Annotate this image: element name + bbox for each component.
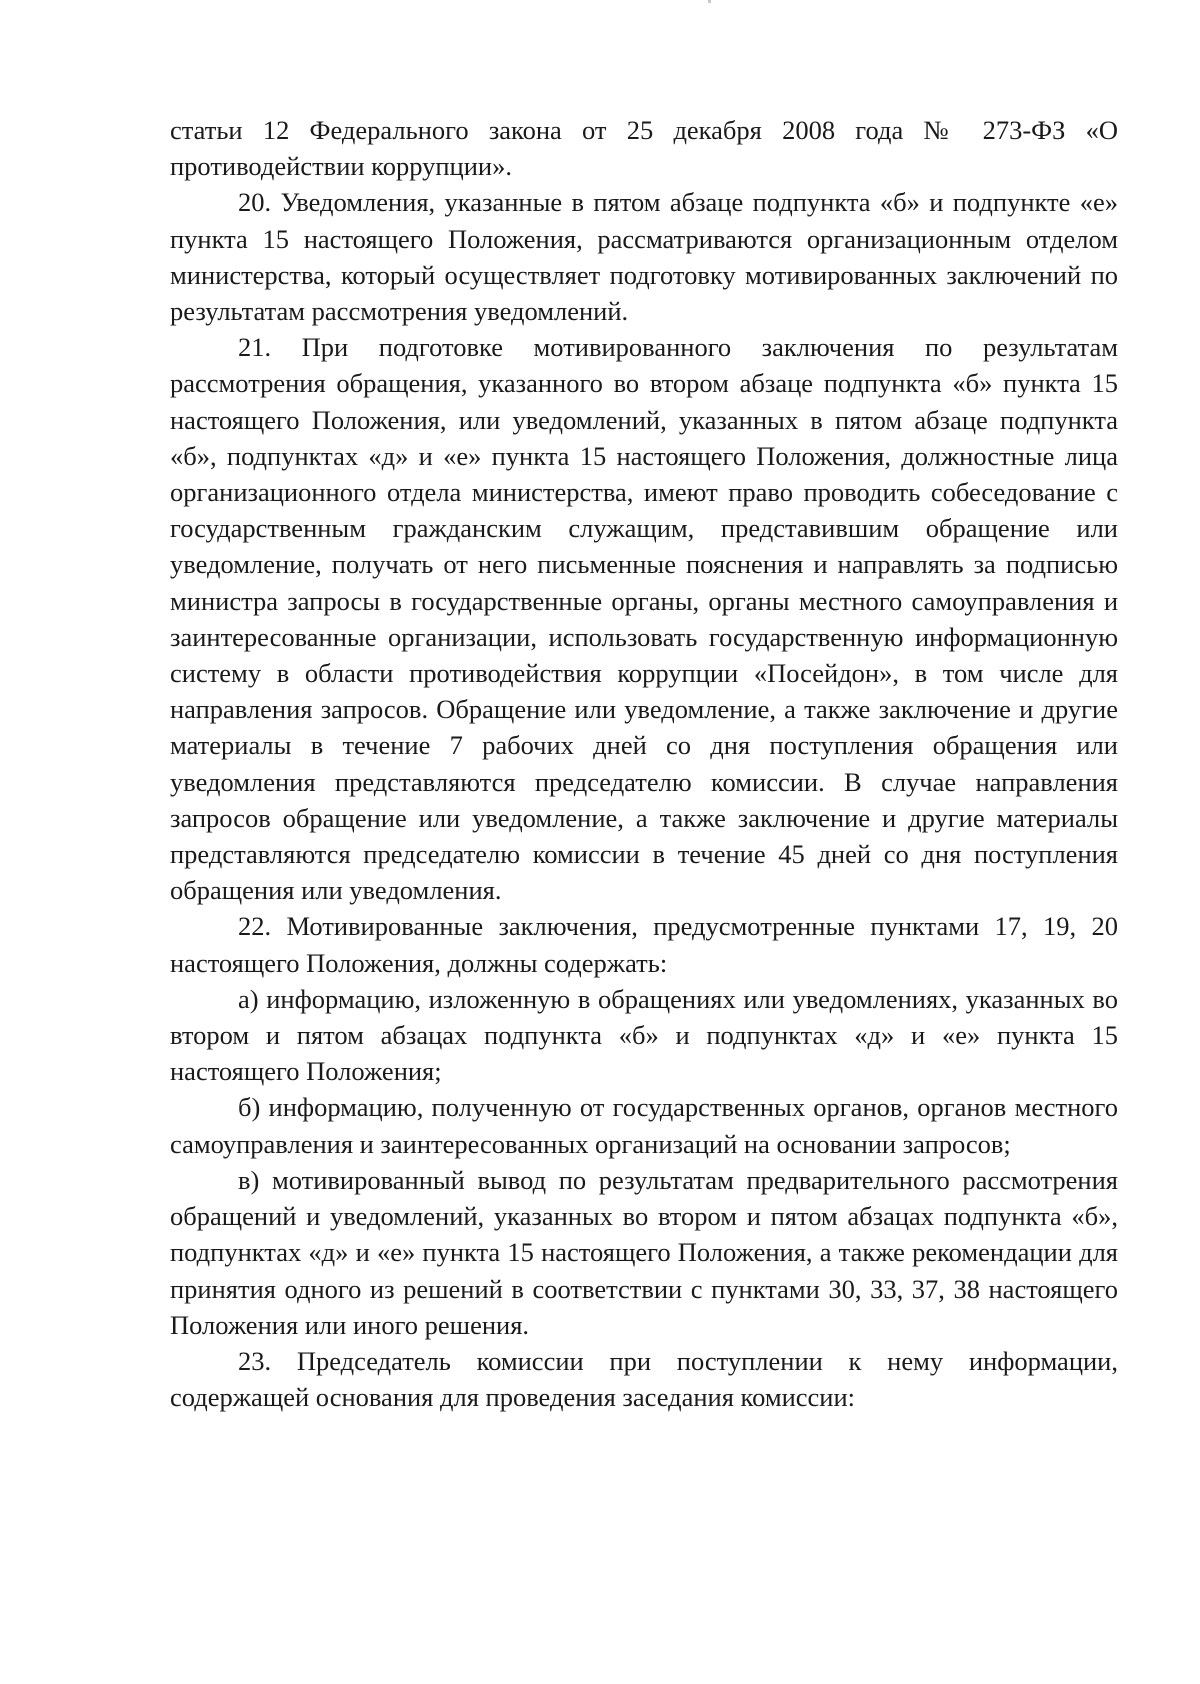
paragraph-21: 21. При подготовке мотивированного заключения по результатам рассмотрения обращения, указанного во втором абзаце подпункта «б» пункта 15 настоящего Положения, или уведомлений, указанных в пятом абзаце подпункта «б», подпунктах «д» и «е» пункта 15 настоящего Положения, должностные лица организационного отдела министерства, имеют право проводить собеседование с государственным гражданским служащим, представившим обращение или уведомление, получать от него письменные пояснения и направлять за подписью министра запросы в государственные органы, органы местного самоуправления и заинтересованные организации, использовать государственную информационную систему в области противодействия коррупции «Посейдон», в том числе для направления запросов. Обращение или уведомление, а также заключение и другие материалы в течение 7 рабочих дней со дня поступления обращения или уведомления представляются председателю комиссии. В случае направления запросов обращение или уведомление, а также заключение и другие материалы представляются председателю комиссии в течение 45 дней со дня поступления обращения или уведомления. (170, 332, 1118, 906)
paragraph-continuation: статьи 12 Федерального закона от 25 декабря 2008 года № 273-ФЗ «О противодействии коррупции». (170, 115, 1118, 182)
document-body (170, 112, 1118, 1415)
scan-mark (708, 0, 711, 3)
paragraph-22-b: б) информацию, полученную от государственных органов, органов местного самоуправления и заинтересованных организаций на основании запросов; (170, 1092, 1118, 1159)
paragraph-22-a: а) информацию, изложенную в обращениях или уведомлениях, указанных во втором и пятом абзацах подпункта «б» и подпунктах «д» и «е» пункта 15 настоящего Положения; (170, 983, 1118, 1087)
paragraph-20: 20. Уведомления, указанные в пятом абзаце подпункта «б» и подпункте «е» пункта 15 настоящего Положения, рассматриваются организационным отделом министерства, который осуществляет подготовку мотивированных заключений по результатам рассмотрения уведомлений. (170, 187, 1118, 327)
paragraph-22-v: в) мотивированный вывод по результатам предварительного рассмотрения обращений и уведомлений, указанных во втором и пятом абзацах подпункта «б», подпунктах «д» и «е» пункта 15 настоящего Положения, а также рекомендации для принятия одного из решений в соответствии с пунктами 30, 33, 37, 38 настоящего Положения или иного решения. (170, 1164, 1118, 1340)
paragraph-22: 22. Мотивированные заключения, предусмотренные пунктами 17, 19, 20 настоящего Положения, должны содержать: (170, 911, 1118, 978)
paragraph-23: 23. Председатель комиссии при поступлении к нему информации, содержащей основания для проведения заседания комиссии: (170, 1345, 1118, 1413)
